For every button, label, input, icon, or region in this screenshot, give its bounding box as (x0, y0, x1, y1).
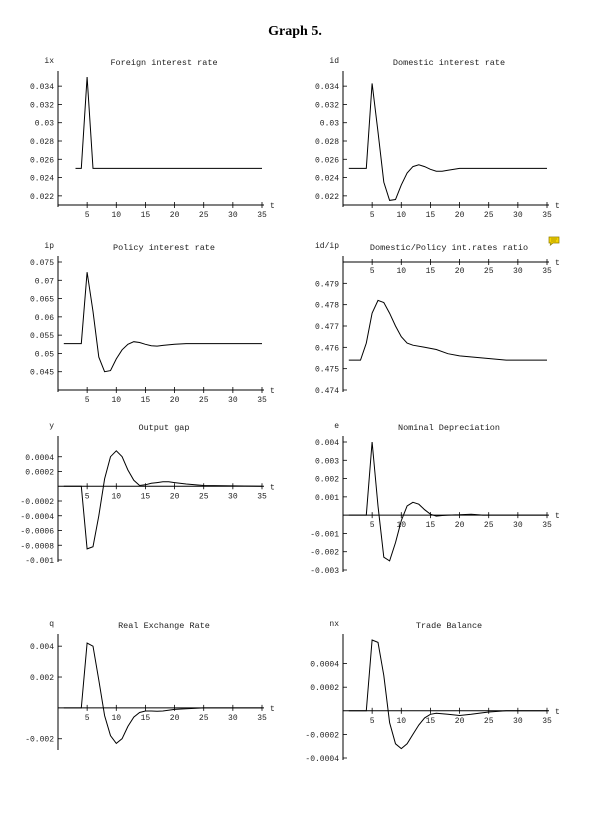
y-tick-label: 0.07 (34, 277, 54, 287)
x-tick-label: 35 (542, 267, 552, 276)
x-tick-label: 30 (228, 396, 238, 405)
x-tick-label: 5 (369, 211, 375, 220)
x-tick-label: 35 (542, 211, 552, 220)
x-tick-label: 20 (454, 267, 465, 276)
y-tick-label: -0.003 (310, 567, 339, 576)
series-line (349, 83, 547, 200)
x-axis-label: t (270, 202, 275, 211)
y-tick-label: 0.0002 (25, 468, 54, 478)
policy-interest-rate-plot (10, 240, 280, 410)
output-gap-plot (10, 420, 280, 580)
series-line (349, 442, 547, 561)
x-tick-label: 30 (513, 521, 523, 531)
y-tick-label: -0.0004 (305, 755, 339, 764)
x-tick-label: 15 (425, 267, 436, 276)
chart-title: Trade Balance (415, 621, 483, 631)
x-tick-label: 35 (542, 521, 552, 531)
x-tick-label: 5 (369, 716, 375, 726)
y-tick-label: -0.002 (25, 735, 54, 745)
y-tick-label: 0.05 (34, 350, 54, 360)
y-tick-label: -0.001 (310, 530, 339, 540)
x-axis-label: t (270, 483, 275, 493)
x-tick-label: 30 (513, 716, 523, 726)
y-axis-label: y (49, 422, 54, 431)
x-tick-label: 20 (169, 396, 180, 405)
x-tick-label: 25 (198, 396, 209, 405)
x-tick-label: 5 (369, 521, 375, 531)
x-tick-label: 15 (425, 211, 436, 220)
y-tick-label: 0.045 (29, 368, 54, 378)
series-line (64, 643, 262, 743)
x-axis-label: t (555, 707, 560, 717)
x-tick-label: 10 (111, 713, 122, 723)
x-tick-label: 25 (483, 211, 494, 220)
y-tick-label: 0.065 (29, 295, 54, 305)
x-tick-label: 5 (84, 713, 90, 723)
y-tick-label: -0.0006 (20, 527, 54, 537)
x-tick-label: 5 (84, 396, 90, 405)
foreign-interest-rate-plot (10, 55, 280, 225)
x-tick-label: 10 (396, 267, 407, 276)
x-tick-label: 15 (140, 492, 151, 502)
x-tick-label: 35 (257, 492, 267, 502)
x-tick-label: 25 (483, 716, 494, 726)
x-tick-label: 10 (396, 716, 407, 726)
domestic-policy-ratio-plot (295, 240, 565, 410)
chart-nominal-depreciation (295, 420, 565, 590)
x-tick-label: 25 (198, 713, 209, 723)
y-tick-label: 0.075 (29, 259, 54, 268)
x-tick-label: 25 (198, 492, 209, 502)
chart-title: Foreign interest rate (110, 58, 218, 68)
x-tick-label: 25 (483, 521, 494, 531)
x-tick-label: 10 (396, 211, 407, 220)
y-tick-label: 0.476 (314, 344, 339, 354)
real-exchange-rate-plot (10, 618, 280, 768)
x-axis-label: t (270, 704, 275, 714)
series-line (64, 272, 262, 372)
x-tick-label: 35 (257, 713, 267, 723)
y-tick-label: 0.032 (314, 101, 339, 111)
x-tick-label: 10 (111, 211, 122, 220)
y-tick-label: -0.0002 (305, 731, 339, 741)
x-tick-label: 30 (228, 211, 238, 220)
chart-output-gap (10, 420, 280, 580)
y-tick-label: 0.034 (314, 83, 339, 93)
x-tick-label: 25 (198, 211, 209, 220)
y-tick-label: 0.026 (314, 156, 339, 166)
x-tick-label: 10 (111, 492, 122, 502)
y-tick-label: -0.0008 (20, 542, 54, 552)
y-axis-label: ip (44, 242, 54, 251)
chart-domestic-policy-ratio (295, 240, 565, 410)
y-tick-label: 0.06 (34, 313, 54, 323)
y-tick-label: 0.004 (29, 643, 54, 653)
page-title: Graph 5. (268, 24, 322, 39)
chart-title: Policy interest rate (112, 243, 216, 253)
y-tick-label: 0.004 (314, 439, 339, 448)
y-tick-label: 0.026 (29, 156, 54, 166)
y-tick-label: 0.032 (29, 101, 54, 111)
y-axis-label: nx (329, 620, 339, 629)
x-tick-label: 10 (396, 521, 407, 531)
y-axis-label: id/ip (314, 242, 339, 251)
chart-domestic-interest-rate (295, 55, 565, 225)
y-tick-label: 0.034 (29, 83, 54, 93)
x-tick-label: 15 (140, 396, 151, 405)
x-tick-label: 5 (84, 211, 90, 220)
chart-foreign-interest-rate (10, 55, 280, 225)
y-tick-label: 0.0002 (310, 684, 339, 694)
x-tick-label: 15 (425, 716, 436, 726)
series-line (76, 77, 263, 168)
y-axis-label: e (334, 422, 339, 431)
x-axis-label: t (270, 387, 275, 396)
x-tick-label: 20 (454, 716, 465, 726)
x-tick-label: 30 (228, 492, 238, 502)
y-tick-label: 0.0004 (25, 453, 54, 463)
y-tick-label: 0.474 (314, 387, 339, 396)
series-line (349, 300, 547, 360)
x-tick-label: 20 (454, 521, 465, 531)
chart-real-exchange-rate (10, 618, 280, 768)
y-tick-label: 0.022 (314, 192, 339, 202)
y-tick-label: 0.003 (314, 457, 339, 467)
y-tick-label: 0.028 (314, 138, 339, 147)
x-tick-label: 25 (483, 267, 494, 276)
x-axis-label: t (555, 259, 560, 268)
x-tick-label: 20 (169, 492, 180, 502)
y-tick-label: 0.055 (29, 332, 54, 342)
x-axis-label: t (555, 202, 560, 211)
y-tick-label: 0.03 (319, 119, 339, 129)
y-tick-label: 0.478 (314, 301, 339, 311)
x-tick-label: 20 (454, 211, 465, 220)
y-tick-label: 0.477 (314, 323, 339, 332)
y-axis-label: id (329, 57, 339, 66)
y-tick-label: 0.0004 (310, 660, 339, 670)
domestic-interest-rate-plot (295, 55, 565, 225)
x-tick-label: 15 (140, 713, 151, 723)
series-line (349, 640, 547, 749)
y-tick-label: -0.002 (310, 548, 339, 558)
y-tick-label: -0.0004 (20, 512, 54, 522)
x-tick-label: 30 (513, 211, 523, 220)
y-tick-label: 0.479 (314, 280, 339, 290)
x-tick-label: 35 (542, 716, 552, 726)
y-tick-label: 0.024 (314, 174, 339, 184)
y-tick-label: 0.028 (29, 138, 54, 147)
chart-trade-balance (295, 618, 565, 778)
y-axis-label: ix (44, 57, 54, 66)
trade-balance-plot (295, 618, 565, 778)
x-tick-label: 5 (84, 492, 90, 502)
chart-policy-interest-rate (10, 240, 280, 410)
y-tick-label: 0.475 (314, 365, 339, 375)
y-tick-label: -0.0002 (20, 498, 54, 507)
x-tick-label: 30 (513, 267, 523, 276)
y-tick-label: 0.024 (29, 174, 54, 184)
y-tick-label: 0.001 (314, 493, 339, 503)
y-tick-label: 0.03 (34, 119, 54, 129)
x-tick-label: 35 (257, 211, 267, 220)
y-tick-label: 0.002 (314, 475, 339, 485)
chart-title: Real Exchange Rate (118, 621, 210, 631)
y-tick-label: -0.001 (25, 557, 54, 566)
x-tick-label: 15 (425, 521, 436, 531)
chart-title: Output gap (138, 423, 190, 433)
y-tick-label: 0.002 (29, 674, 54, 684)
x-tick-label: 35 (257, 396, 267, 405)
x-tick-label: 20 (169, 713, 180, 723)
y-tick-label: 0.022 (29, 192, 54, 202)
x-tick-label: 20 (169, 211, 180, 220)
x-tick-label: 10 (111, 396, 122, 405)
x-axis-label: t (555, 512, 560, 522)
nominal-depreciation-plot (295, 420, 565, 590)
chart-title: Nominal Depreciation (397, 423, 501, 433)
chart-title: Domestic interest rate (392, 58, 506, 68)
chart-title: Domestic/Policy int.rates ratio (369, 243, 529, 253)
x-tick-label: 30 (228, 713, 238, 723)
x-tick-label: 5 (369, 267, 375, 276)
x-tick-label: 15 (140, 211, 151, 220)
y-axis-label: q (49, 620, 54, 629)
